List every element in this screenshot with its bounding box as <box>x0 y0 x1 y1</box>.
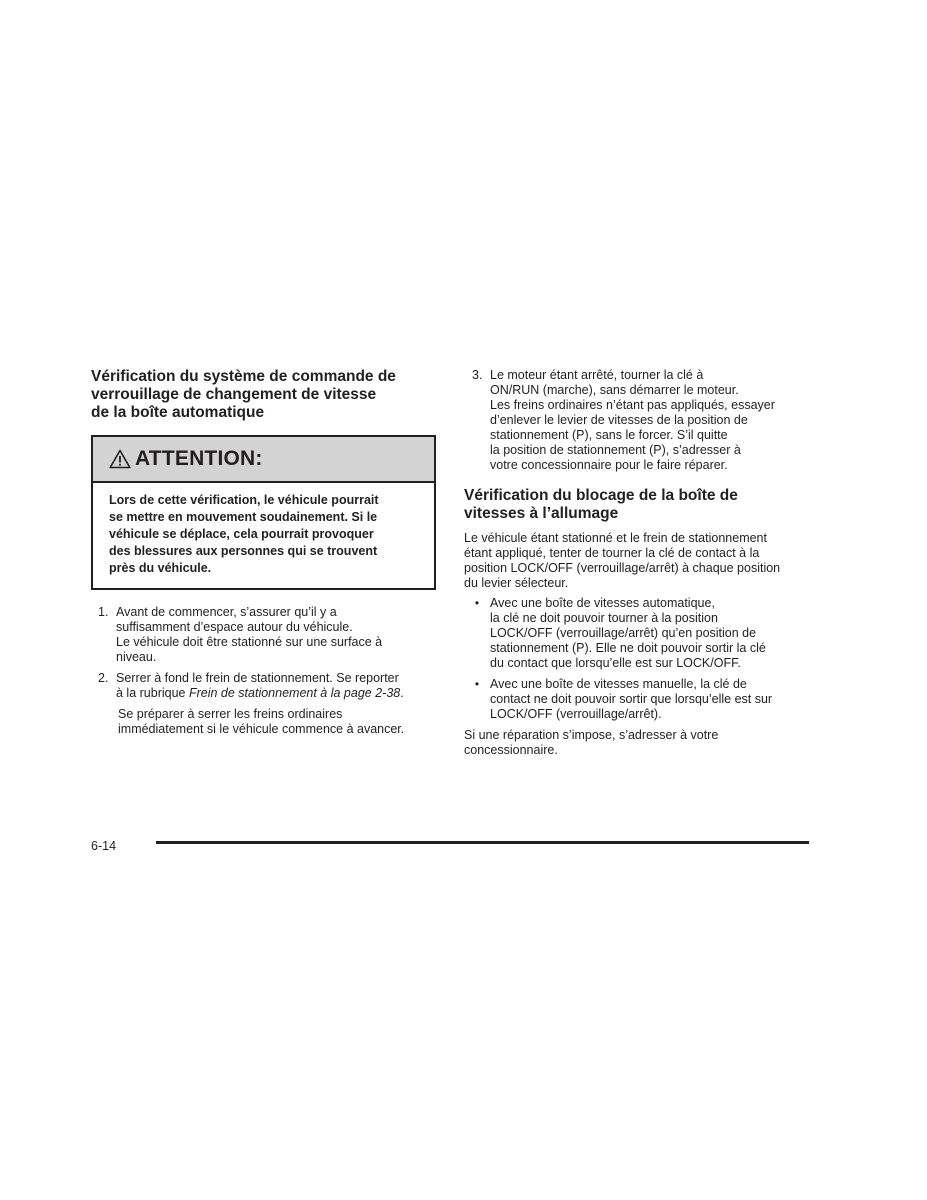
closing-line: Si une réparation s’impose, s’adresser à votre <box>464 728 719 742</box>
steps-list <box>91 605 436 737</box>
step-line-suffix: . <box>400 686 404 700</box>
warning-box <box>91 435 436 590</box>
step-line: Se préparer à serrer les freins ordinaires <box>118 707 343 721</box>
intro-line: Le véhicule étant stationné et le frein de stationnement <box>464 531 767 545</box>
step-line: suffisamment d’espace autour du véhicule. <box>116 620 353 634</box>
step-number: 3. <box>472 368 483 382</box>
bullet-dot: • <box>474 596 480 610</box>
step-line: la position de stationnement (P), s’adresser à <box>490 443 741 457</box>
step-line: Les freins ordinaires n’étant pas appliqués, essayer <box>490 398 775 412</box>
intro-line: position LOCK/OFF (verrouillage/arrêt) à chaque position <box>464 561 781 575</box>
intro-line: étant appliqué, tenter de tourner la clé de contact à la <box>464 546 760 560</box>
warning-line: Lors de cette vérification, le véhicule pourrait <box>109 493 379 507</box>
footer-rule <box>156 841 809 844</box>
step-line: immédiatement si le véhicule commence à avancer. <box>118 722 405 736</box>
step-content <box>116 605 436 665</box>
heading-line: vitesses à l’allumage <box>464 505 619 522</box>
bullet-line: Avec une boîte de vitesses manuelle, la clé de <box>490 677 747 691</box>
step-item-3 <box>464 368 814 473</box>
warning-line: véhicule se déplace, cela pourrait provoquer <box>109 527 374 541</box>
step-line: Le véhicule doit être stationné sur une surface à <box>116 635 383 649</box>
step-line: niveau. <box>116 650 157 664</box>
warning-triangle-icon <box>109 449 131 469</box>
page-reference-link[interactable]: Frein de stationnement à la page 2-38 <box>188 686 401 700</box>
step-line-prefix: à la rubrique <box>116 686 189 700</box>
heading-line: Vérification du blocage de la boîte de <box>464 487 738 504</box>
bullet-line: Avec une boîte de vitesses automatique, <box>490 596 715 610</box>
bullet-line: du contact que lorsqu’elle est sur LOCK/OFF. <box>490 656 741 670</box>
section-heading-shift-lock <box>91 368 436 422</box>
step-line: Serrer à fond le frein de stationnement. Se reporter <box>116 671 399 685</box>
bullet-item-automatic <box>464 596 814 671</box>
step-line: d’enlever le levier de vitesses de la position de <box>490 413 748 427</box>
step-item-1 <box>91 605 436 665</box>
page-number: 6-14 <box>91 839 117 853</box>
closing-paragraph <box>464 728 814 758</box>
heading-line: verrouillage de changement de vitesse <box>91 386 377 403</box>
heading-line: Vérification du système de commande de <box>91 368 396 385</box>
bullet-list <box>464 596 814 722</box>
step-content <box>490 368 814 473</box>
step-line: votre concessionnaire pour le faire réparer. <box>490 458 728 472</box>
warning-line: des blessures aux personnes qui se trouvent <box>109 544 378 558</box>
right-column <box>464 368 814 758</box>
steps-list-continued <box>464 368 814 473</box>
section-heading-ignition-lock <box>464 487 814 523</box>
step-number: 1. <box>98 605 109 619</box>
step-line: Le moteur étant arrêté, tourner la clé à <box>490 368 704 382</box>
bullet-content <box>490 596 766 671</box>
step-extra <box>116 707 436 737</box>
heading-line: de la boîte automatique <box>91 404 265 421</box>
step-item-2 <box>91 671 436 737</box>
warning-title: ATTENTION: <box>135 447 263 470</box>
intro-paragraph <box>464 531 814 591</box>
step-number: 2. <box>98 671 109 685</box>
warning-header <box>93 437 434 483</box>
bullet-item-manual <box>464 677 814 722</box>
bullet-line: LOCK/OFF (verrouillage/arrêt) qu’en position de <box>490 626 757 640</box>
step-content <box>116 671 436 737</box>
warning-line: se mettre en mouvement soudainement. Si le <box>109 510 378 524</box>
bullet-line: contact ne doit pouvoir sortir que lorsqu’elle est sur <box>490 692 773 706</box>
step-line: Avant de commencer, s’assurer qu’il y a <box>116 605 337 619</box>
bullet-line: la clé ne doit pouvoir tourner à la position <box>490 611 718 625</box>
bullet-line: stationnement (P). Elle ne doit pouvoir sortir la clé <box>490 641 766 655</box>
step-line: stationnement (P), sans le forcer. S’il quitte <box>490 428 728 442</box>
bullet-content <box>490 677 772 722</box>
bullet-dot: • <box>474 677 480 691</box>
step-line: ON/RUN (marche), sans démarrer le moteur. <box>490 383 739 397</box>
left-column <box>91 368 436 737</box>
closing-line: concessionnaire. <box>464 743 558 757</box>
intro-line: du levier sélecteur. <box>464 576 569 590</box>
warning-body <box>93 483 434 588</box>
warning-line: près du véhicule. <box>109 561 212 575</box>
bullet-line: LOCK/OFF (verrouillage/arrêt). <box>490 707 662 721</box>
